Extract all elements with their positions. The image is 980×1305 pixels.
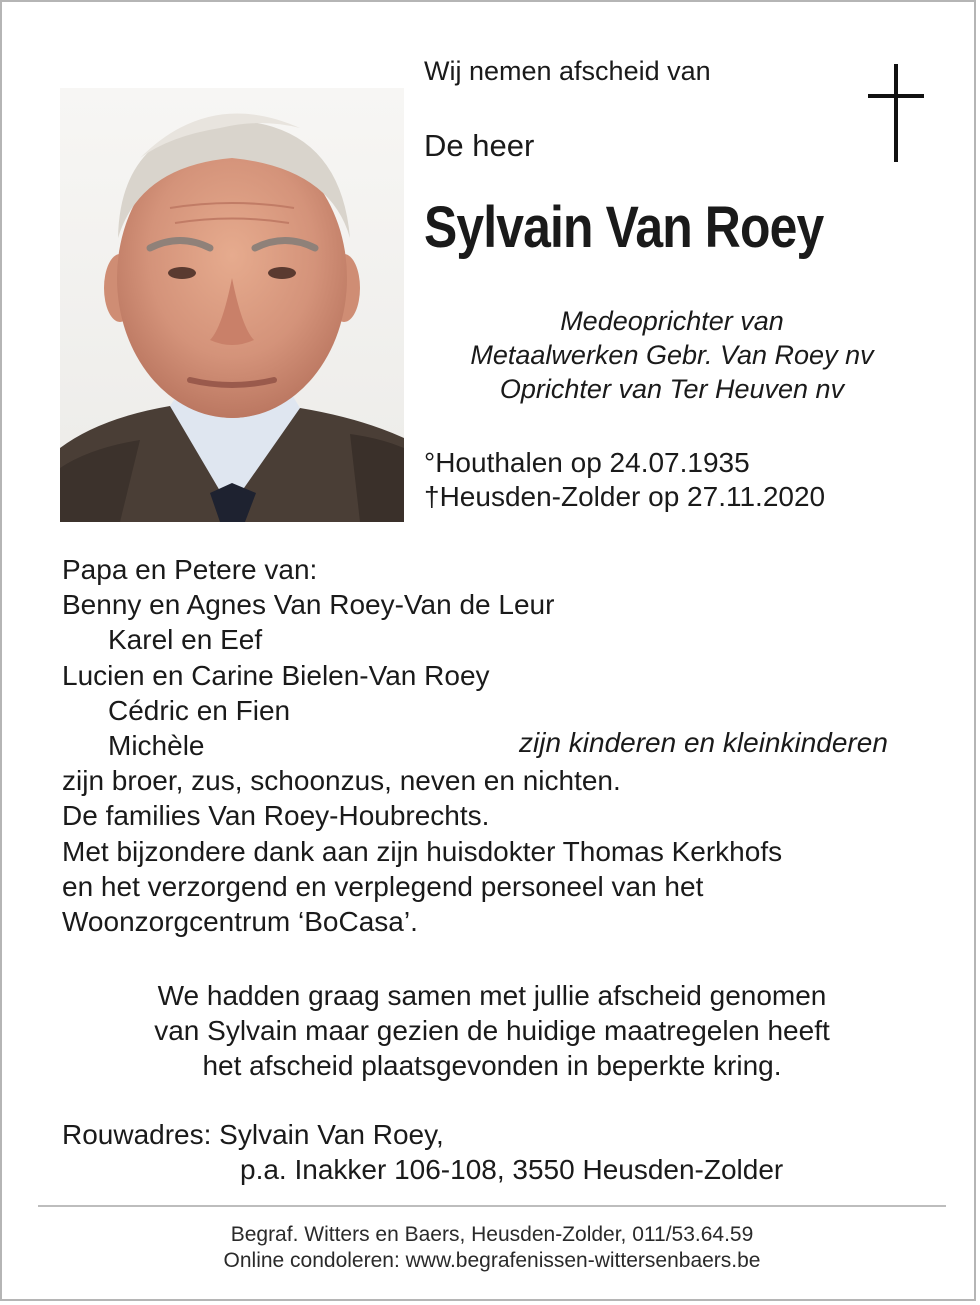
honorific: De heer: [424, 128, 535, 163]
notice-line: van Sylvain maar gezien de huidige maatregelen heeft: [154, 1015, 830, 1046]
family-line: Woonzorgcentrum ‘BoCasa’.: [62, 905, 418, 937]
footer: [38, 1222, 946, 1274]
dates-block: [424, 446, 825, 514]
divider: [38, 1205, 946, 1207]
family-line: Met bijzondere dank aan zijn huisdokter Thomas Kerkhofs: [62, 835, 783, 867]
portrait-photo: [60, 88, 404, 522]
death-date: †Heusden-Zolder op 27.11.2020: [424, 481, 826, 512]
family-line: De families Van Roey-Houbrechts.: [62, 800, 490, 832]
family-line: Benny en Agnes Van Roey-Van de Leur: [62, 589, 555, 621]
notice-line: het afscheid plaatsgevonden in beperkte kring.: [202, 1050, 782, 1081]
role-line: Medeoprichter van: [560, 306, 784, 336]
roles-block: [422, 304, 922, 406]
children-label: zijn kinderen en kleinkinderen: [519, 727, 888, 758]
role-line: Metaalwerken Gebr. Van Roey nv: [470, 340, 874, 370]
birth-date: °Houthalen op 24.07.1935: [424, 447, 750, 478]
family-line: Karel en Eef: [108, 624, 263, 656]
family-line: zijn broer, zus, schoonzus, neven en nichten.: [62, 765, 621, 797]
funeral-home-line: Begraf. Witters en Baers, Heusden-Zolder, 011/53.64.59: [230, 1223, 754, 1246]
latin-cross-icon: [866, 64, 926, 162]
family-line: Lucien en Carine Bielen-Van Roey: [62, 659, 490, 691]
notice-line: We hadden graag samen met jullie afscheid genomen: [157, 980, 827, 1011]
condolence-link[interactable]: Online condoleren: www.begrafenissen-wittersenbaers.be: [223, 1249, 761, 1272]
address-line-1: Rouwadres: Sylvain Van Roey,: [62, 1119, 444, 1150]
address-line-2: p.a. Inakker 106-108, 3550 Heusden-Zolder: [240, 1154, 784, 1185]
family-line: Papa en Petere van:: [62, 554, 318, 585]
intro-text: Wij nemen afscheid van: [424, 56, 711, 86]
family-line: Michèle: [108, 729, 205, 761]
role-line: Oprichter van Ter Heuven nv: [499, 374, 845, 404]
notice-block: [62, 978, 922, 1083]
family-line: Cédric en Fien: [108, 694, 291, 726]
family-line: en het verzorgend en verplegend personeel van het: [62, 870, 704, 902]
deceased-name: Sylvain Van Roey: [424, 195, 824, 260]
portrait-illustration: [60, 88, 404, 522]
